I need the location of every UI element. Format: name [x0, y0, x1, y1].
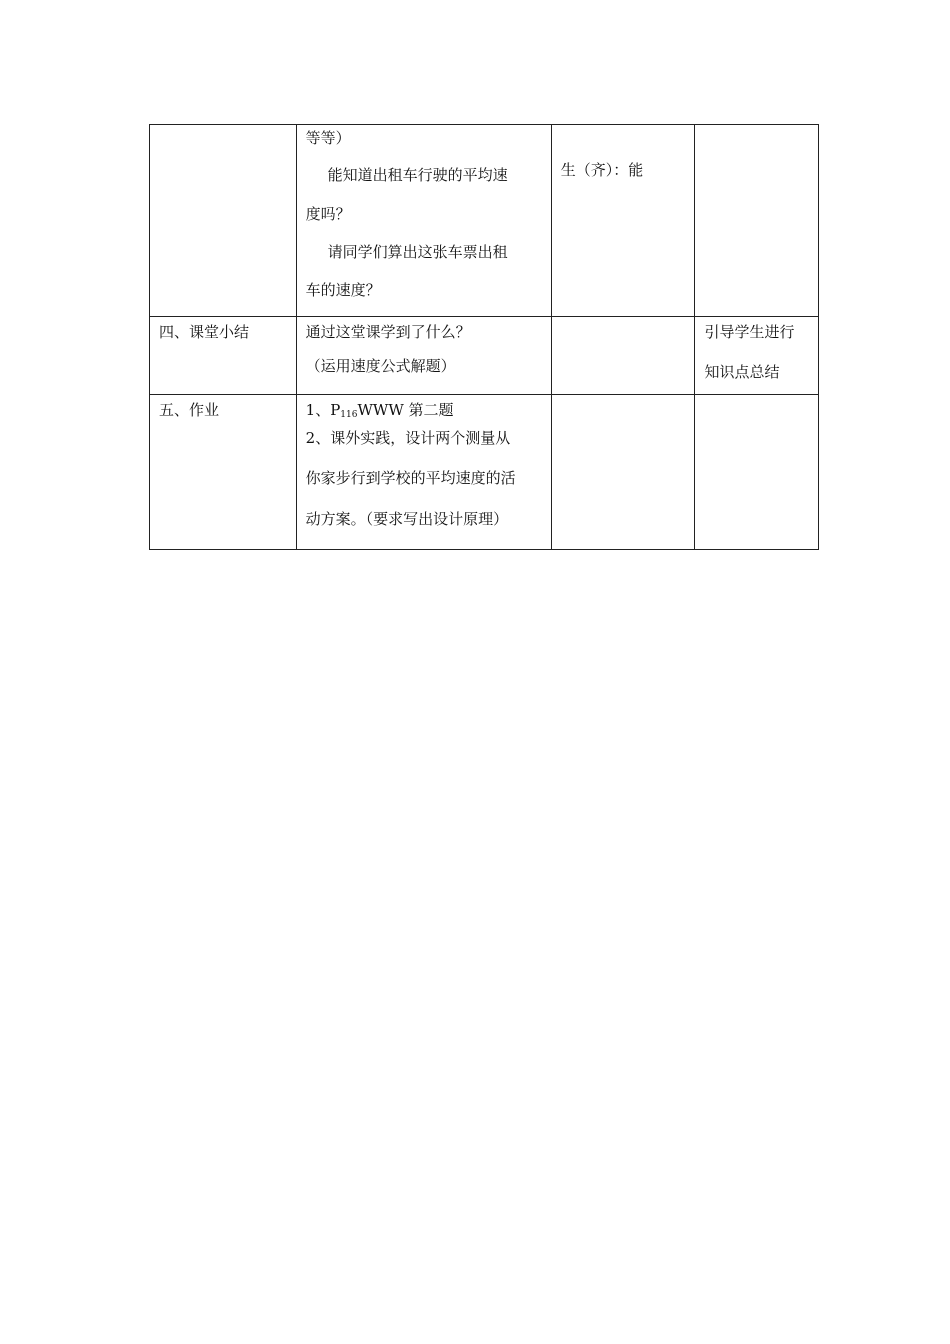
student-cell [551, 317, 695, 395]
homework-item-1 [306, 399, 543, 427]
note-cell [695, 317, 819, 395]
section-label: 四、课堂小结 [159, 323, 250, 341]
content-cell [296, 125, 551, 317]
lesson-plan-table-container [149, 124, 819, 550]
student-response: 生（齐）：能 [560, 161, 644, 179]
content-line: 能知道出租车行驶的平均速 [327, 166, 508, 184]
homework-item-1-suffix: WWW 第二题 [357, 401, 454, 419]
section-label: 五、作业 [159, 401, 220, 419]
content-line: （运用速度公式解题） [305, 357, 456, 375]
content-line: 度吗？ [305, 205, 351, 223]
content-line: 你家步行到学校的平均速度的活 [305, 469, 516, 487]
note-cell [695, 125, 819, 317]
note-line: 知识点总结 [704, 363, 780, 381]
note-line: 引导学生进行 [704, 323, 795, 341]
section-cell [150, 395, 297, 550]
section-cell [150, 125, 297, 317]
section-cell [150, 317, 297, 395]
table-row [150, 317, 819, 395]
content-line: 车的速度？ [305, 281, 381, 299]
content-line: 请同学们算出这张车票出租 [327, 243, 508, 261]
content-line: 通过这堂课学到了什么？ [305, 323, 471, 341]
student-cell [551, 395, 695, 550]
homework-item-1-prefix: 1、P [305, 401, 341, 419]
content-line: 等等） [305, 129, 351, 147]
page-number-subscript: 116 [340, 410, 358, 420]
content-cell [296, 395, 551, 550]
table-row [150, 125, 819, 317]
content-line: 2、课外实践，设计两个测量从 [305, 429, 511, 447]
note-cell [695, 395, 819, 550]
content-line: 动方案。（要求写出设计原理） [305, 510, 509, 528]
lesson-plan-table [149, 124, 819, 550]
table-row [150, 395, 819, 550]
student-cell [551, 125, 695, 317]
content-cell [296, 317, 551, 395]
